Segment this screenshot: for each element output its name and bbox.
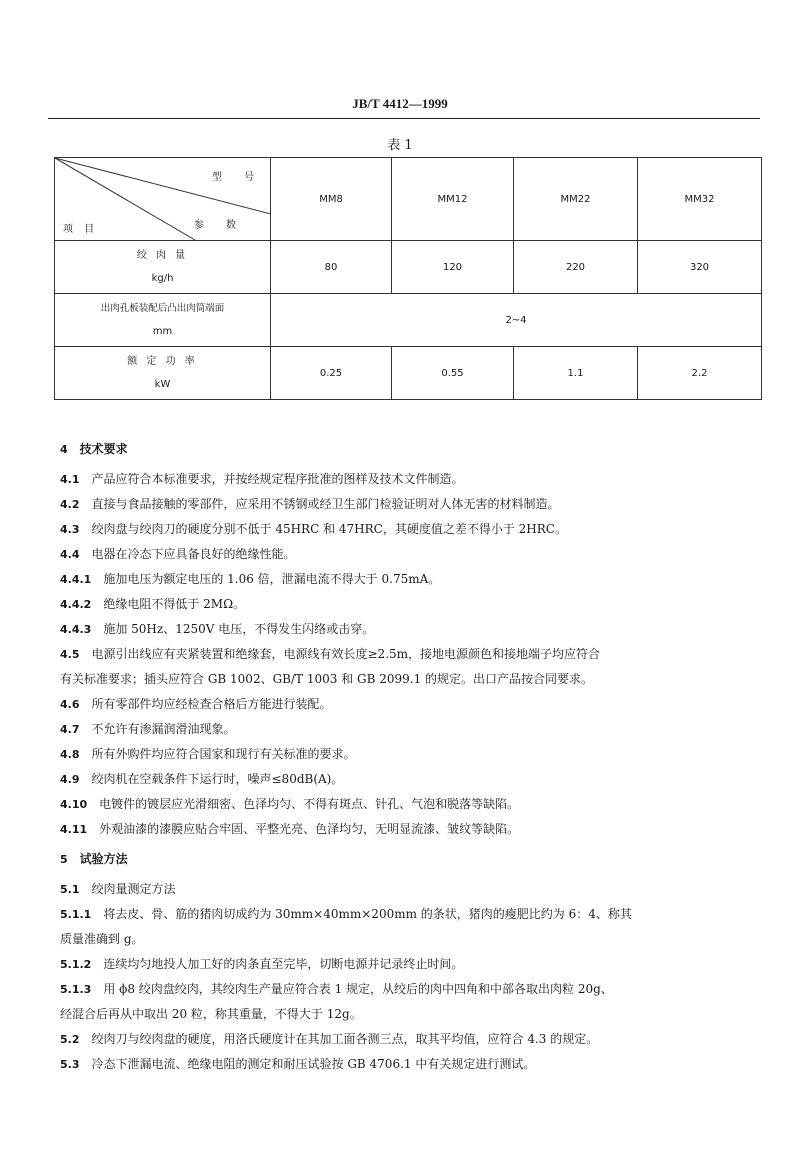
document-body [60, 437, 760, 1117]
header-rule [48, 118, 760, 119]
table-cell: 2.2 [638, 347, 762, 400]
clause-number: 4 [60, 443, 68, 456]
clause [60, 767, 343, 792]
clause-text: 产品应符合本标准要求，并按经规定程序批准的图样及技术文件制造。 [91, 472, 464, 486]
param-unit: kg/h [151, 273, 174, 284]
clause [60, 642, 600, 667]
clause-text: 绝缘电阻不得低于 2MΩ。 [103, 597, 246, 611]
heading-text: 试验方法 [79, 852, 128, 866]
clause-text: 用 ϕ8 绞肉盘绞肉，其绞肉生产量应符合表 1 规定，从绞后的肉中四角和中部各取出肉粒 20g、 [103, 982, 613, 996]
clause-number: 4.11 [60, 823, 88, 836]
table-header-row [55, 158, 762, 241]
clause-text: 不允许有渗漏润滑油现象。 [91, 722, 236, 736]
clause-text: 电器在冷态下应具备良好的绝缘性能。 [91, 547, 296, 561]
clause-text: 电源引出线应有夹紧装置和绝缘套，电源线有效长度≥2.5m，接地电源颜色和接地端子均应符合 [91, 647, 601, 661]
clause-text: 经混合后再从中取出 20 粒，称其重量，不得大于 12g。 [60, 1007, 362, 1021]
clause-text: 冷态下泄漏电流、绝缘电阻的测定和耐压试验按 GB 4706.1 中有关规定进行测试。 [91, 1057, 536, 1071]
table-cell: 0.55 [392, 347, 514, 400]
clause-text: 绞肉盘与绞肉刀的硬度分别不低于 45HRC 和 47HRC，其硬度值之差不得小于 2HRC。 [91, 522, 567, 536]
section-heading [60, 847, 128, 872]
clause [60, 517, 567, 542]
clause [60, 817, 519, 842]
clause-number: 4.8 [60, 748, 80, 761]
param-name: 绞 肉 量 [136, 250, 189, 261]
clause-text: 电镀件的镀层应光滑细密、色泽均匀、不得有斑点、针孔、气泡和脱落等缺陷。 [99, 797, 520, 811]
clause-text: 绞肉刀与绞肉盘的硬度，用洛氏硬度计在其加工面各测三点，取其平均值，应符合 4.3 的规定。 [91, 1032, 599, 1046]
clause-number: 5.2 [60, 1033, 80, 1046]
standard-number: JB/T 4412—1999 [352, 96, 448, 111]
table-cell: 220 [514, 241, 638, 294]
table-cell: 320 [638, 241, 762, 294]
table-cell: 0.25 [271, 347, 392, 400]
param-name: 额 定 功 率 [127, 356, 198, 367]
clause-continuation [60, 1002, 362, 1027]
clause-number: 4.3 [60, 523, 80, 536]
clause-text: 直接与食品接触的零部件，应采用不锈钢或经卫生部门检验证明对人体无害的材料制造。 [91, 497, 560, 511]
row-label [55, 241, 271, 294]
clause [60, 902, 632, 927]
clause [60, 492, 560, 517]
table-row [55, 241, 762, 294]
clause [60, 467, 464, 492]
clause-text: 有关标准要求；插头应符合 GB 1002、GB/T 1003 和 GB 2099.1 的规定。出口产品按合同要求。 [60, 672, 594, 686]
row-label [55, 347, 271, 400]
clause-number: 4.4.3 [60, 623, 92, 636]
corner-label-item: 项 目 [63, 224, 99, 235]
clause [60, 952, 463, 977]
clause-number: 4.4 [60, 548, 80, 561]
clause-text: 将去皮、骨、筋的猪肉切成约为 30mm×40mm×200mm 的条状，猪肉的瘦肥比约为 6：4、称其 [103, 907, 632, 921]
table-cell: 1.1 [514, 347, 638, 400]
clause [60, 567, 440, 592]
param-name: 出肉孔板装配后凸出肉筒端面 [100, 302, 225, 314]
column-header: MM32 [638, 158, 762, 241]
clause-text: 所有外购件均应符合国家和现行有关标准的要求。 [91, 747, 356, 761]
table-corner-cell [55, 158, 271, 241]
clause [60, 877, 176, 902]
clause-number: 5.1.2 [60, 958, 92, 971]
table-cell: 80 [271, 241, 392, 294]
clause-number: 4.2 [60, 498, 80, 511]
clause [60, 617, 374, 642]
clause-text: 连续均匀地投人加工好的肉条直至完毕，切断电源并记录终止时间。 [103, 957, 464, 971]
heading-text: 技术要求 [79, 442, 128, 456]
clause-number: 4.4.2 [60, 598, 92, 611]
column-header: MM22 [514, 158, 638, 241]
clause-number: 4.7 [60, 723, 80, 736]
row-label [55, 294, 271, 347]
clause [60, 792, 519, 817]
merged-cell: 2~4 [271, 294, 762, 347]
clause [60, 717, 236, 742]
clause [60, 542, 296, 567]
clause [60, 1027, 598, 1052]
table-caption: 表 1 [387, 138, 413, 153]
table-row [55, 294, 762, 347]
clause-text: 绞肉量测定方法 [91, 882, 176, 896]
clause-number: 5.1 [60, 883, 80, 896]
clause-continuation [60, 927, 144, 952]
clause [60, 692, 332, 717]
clause-text: 施加 50Hz、1250V 电压，不得发生闪络或击穿。 [103, 622, 375, 636]
clause [60, 742, 356, 767]
clause-number: 4.9 [60, 773, 80, 786]
clause-text: 所有零部件均应经检查合格后方能进行装配。 [91, 697, 332, 711]
table-row [55, 347, 762, 400]
clause [60, 1052, 535, 1077]
clause-text: 施加电压为额定电压的 1.06 倍，泄漏电流不得大于 0.75mA。 [103, 572, 441, 586]
clause-number: 5.3 [60, 1058, 80, 1071]
clause-number: 4.5 [60, 648, 80, 661]
clause-number: 4.10 [60, 798, 88, 811]
section-heading [60, 437, 128, 462]
clause-number: 5.1.1 [60, 908, 92, 921]
corner-label-param: 参 数 [194, 220, 242, 231]
clause-number: 5 [60, 853, 68, 866]
column-header: MM12 [392, 158, 514, 241]
spec-table [54, 157, 762, 400]
corner-label-model: 型 号 [212, 172, 260, 183]
column-header: MM8 [271, 158, 392, 241]
clause-text: 外观油漆的漆膜应贴合牢固、平整光亮、色泽均匀，无明显流漆、皱纹等缺陷。 [99, 822, 520, 836]
clause-number: 5.1.3 [60, 983, 92, 996]
param-unit: mm [152, 325, 173, 337]
param-unit: kW [154, 379, 171, 390]
clause-text: 质量准确到 g。 [60, 932, 144, 946]
clause-number: 4.6 [60, 698, 80, 711]
clause-continuation [60, 667, 593, 692]
clause-text: 绞肉机在空载条件下运行时，噪声≤80dB(A)。 [91, 772, 344, 786]
clause-number: 4.4.1 [60, 573, 92, 586]
clause [60, 977, 613, 1002]
table-cell: 120 [392, 241, 514, 294]
clause-number: 4.1 [60, 473, 80, 486]
clause [60, 592, 245, 617]
